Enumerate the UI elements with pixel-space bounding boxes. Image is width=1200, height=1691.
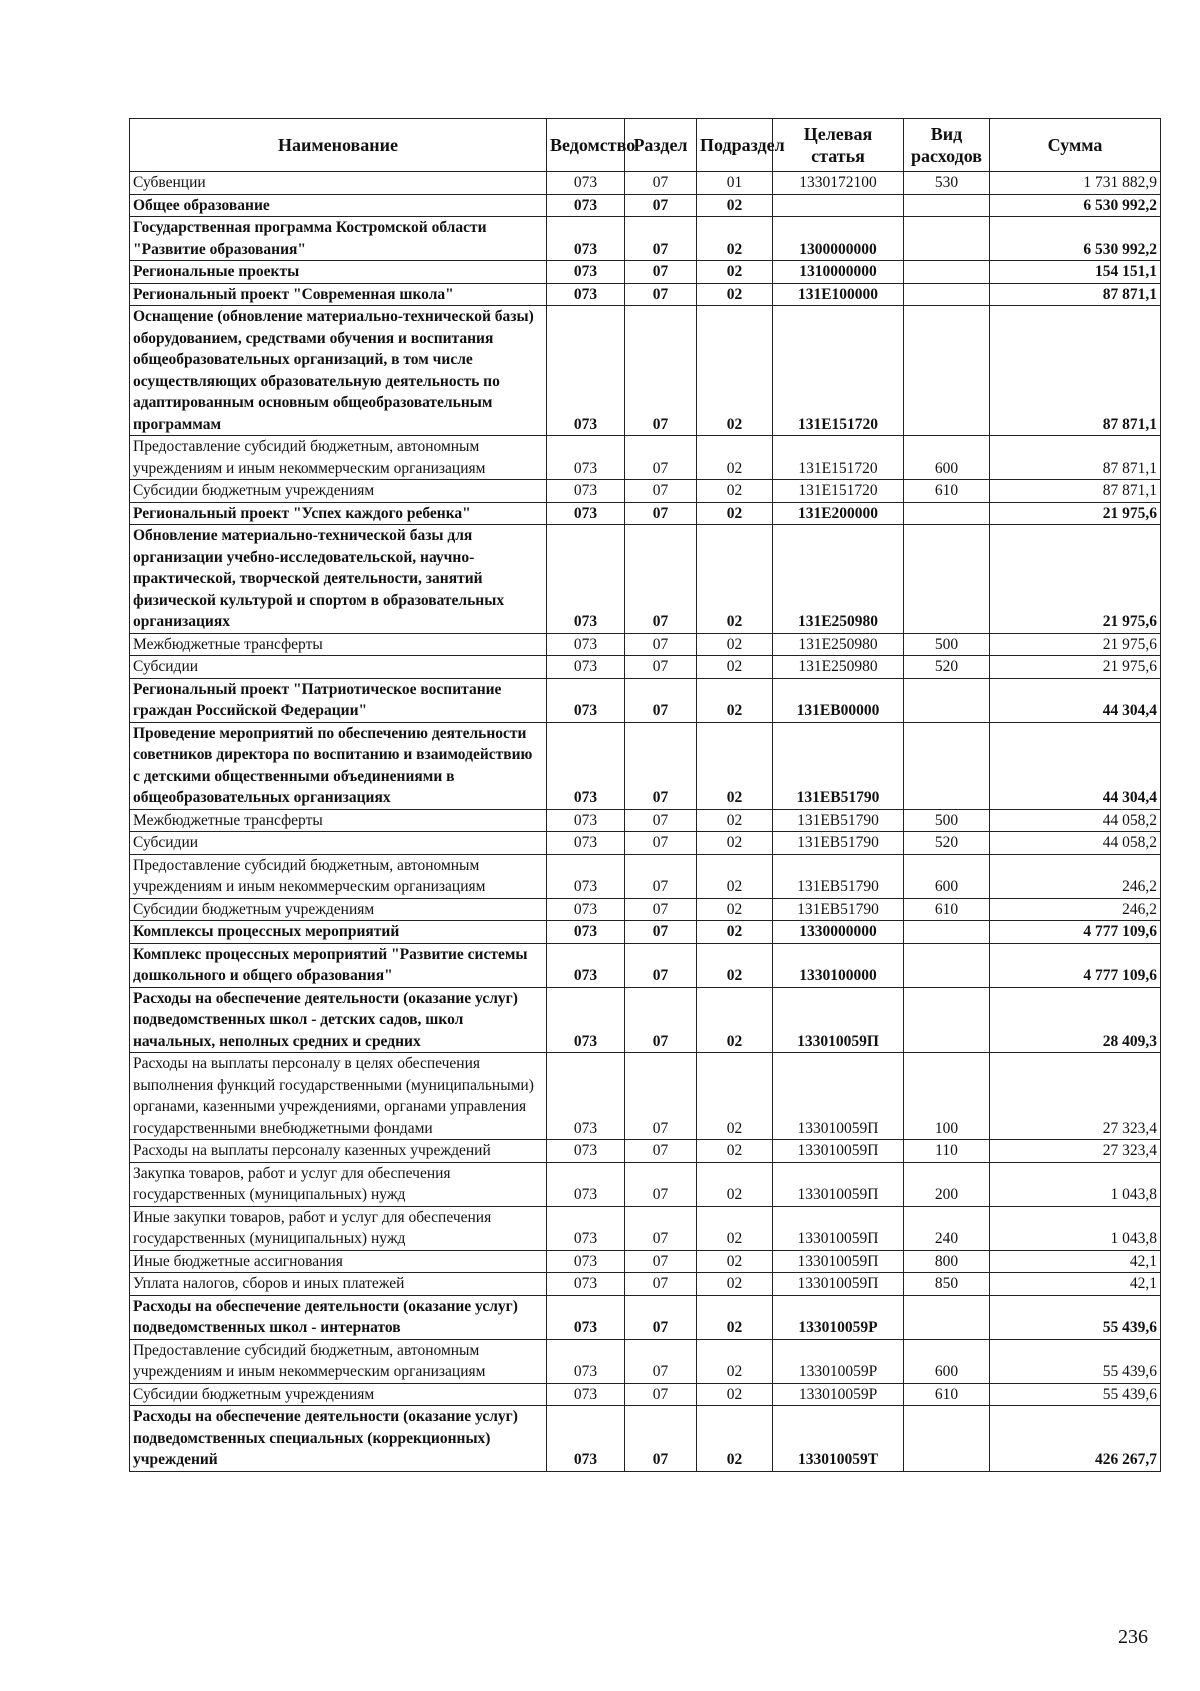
cell-sum: 55 439,6	[990, 1295, 1161, 1339]
cell-target: 131EB51790	[773, 854, 904, 898]
cell-subsection: 01	[697, 172, 773, 195]
cell-name: Государственная программа Костромской области "Развитие образования"	[130, 217, 547, 261]
cell-subsection: 02	[697, 502, 773, 525]
table-row	[130, 1162, 1161, 1206]
cell-ved: 073	[547, 1140, 625, 1163]
cell-section: 07	[625, 525, 697, 634]
cell-ved: 073	[547, 1273, 625, 1296]
cell-target: 1300000000	[773, 217, 904, 261]
cell-target: 133010059П	[773, 1162, 904, 1206]
cell-kind: 800	[904, 1250, 990, 1273]
cell-target: 131E250980	[773, 656, 904, 679]
cell-ved: 073	[547, 502, 625, 525]
cell-name: Межбюджетные трансферты	[130, 633, 547, 656]
cell-kind: 600	[904, 1339, 990, 1383]
cell-ved: 073	[547, 1162, 625, 1206]
cell-subsection: 02	[697, 525, 773, 634]
table-row	[130, 722, 1161, 809]
cell-kind	[904, 217, 990, 261]
cell-section: 07	[625, 306, 697, 436]
cell-subsection: 02	[697, 1406, 773, 1472]
cell-subsection: 02	[697, 722, 773, 809]
cell-ved: 073	[547, 1053, 625, 1140]
header-target: Целевая статья	[773, 119, 904, 172]
cell-section: 07	[625, 1162, 697, 1206]
table-row	[130, 678, 1161, 722]
cell-name: Региональный проект "Современная школа"	[130, 283, 547, 306]
cell-subsection: 02	[697, 436, 773, 480]
cell-section: 07	[625, 809, 697, 832]
page-number: 236	[1118, 1626, 1148, 1648]
table-row	[130, 306, 1161, 436]
cell-kind	[904, 1406, 990, 1472]
cell-kind: 850	[904, 1273, 990, 1296]
cell-section: 07	[625, 283, 697, 306]
cell-target: 131EB51790	[773, 809, 904, 832]
cell-target	[773, 194, 904, 217]
cell-ved: 073	[547, 306, 625, 436]
cell-sum: 28 409,3	[990, 987, 1161, 1053]
table-row	[130, 1295, 1161, 1339]
cell-target: 133010059Р	[773, 1295, 904, 1339]
cell-ved: 073	[547, 943, 625, 987]
cell-sum: 87 871,1	[990, 283, 1161, 306]
cell-section: 07	[625, 1053, 697, 1140]
cell-ved: 073	[547, 921, 625, 944]
cell-section: 07	[625, 943, 697, 987]
cell-sum: 1 731 882,9	[990, 172, 1161, 195]
cell-sum: 87 871,1	[990, 306, 1161, 436]
cell-ved: 073	[547, 854, 625, 898]
table-row	[130, 1206, 1161, 1250]
cell-target: 131EB51790	[773, 722, 904, 809]
table-row	[130, 1383, 1161, 1406]
cell-name: Субсидии бюджетным учреждениям	[130, 898, 547, 921]
cell-ved: 073	[547, 656, 625, 679]
cell-name: Расходы на выплаты персоналу в целях обеспечения выполнения функций государственными (муниципальными) органами, казенными учреждениями, органами управления государственными внебюджетными фондами	[130, 1053, 547, 1140]
cell-target: 133010059П	[773, 1250, 904, 1273]
table-row	[130, 943, 1161, 987]
cell-name: Оснащение (обновление материально-технической базы) оборудованием, средствами обучения и воспитания общеобразовательных организаций, в том числе осуществляющих образовательную деятельность по адаптированным основным общеобразовательным программам	[130, 306, 547, 436]
cell-sum: 4 777 109,6	[990, 921, 1161, 944]
cell-subsection: 02	[697, 809, 773, 832]
cell-kind	[904, 722, 990, 809]
header-ved: Ведомство	[547, 119, 625, 172]
cell-sum: 1 043,8	[990, 1162, 1161, 1206]
cell-kind: 600	[904, 436, 990, 480]
table-row	[130, 436, 1161, 480]
table-row	[130, 898, 1161, 921]
cell-subsection: 02	[697, 854, 773, 898]
cell-subsection: 02	[697, 1339, 773, 1383]
cell-name: Предоставление субсидий бюджетным, автономным учреждениям и иным некоммерческим организациям	[130, 1339, 547, 1383]
table-row	[130, 854, 1161, 898]
cell-sum: 55 439,6	[990, 1383, 1161, 1406]
cell-ved: 073	[547, 172, 625, 195]
cell-name: Проведение мероприятий по обеспечению деятельности советников директора по воспитанию и взаимодействию с детскими общественными объединениями в общеобразовательных организациях	[130, 722, 547, 809]
cell-target: 131EB51790	[773, 898, 904, 921]
cell-target: 133010059П	[773, 1273, 904, 1296]
table-row	[130, 1053, 1161, 1140]
cell-subsection: 02	[697, 987, 773, 1053]
cell-subsection: 02	[697, 1140, 773, 1163]
cell-subsection: 02	[697, 217, 773, 261]
cell-kind	[904, 525, 990, 634]
cell-subsection: 02	[697, 943, 773, 987]
cell-section: 07	[625, 1206, 697, 1250]
cell-kind	[904, 194, 990, 217]
cell-name: Предоставление субсидий бюджетным, автономным учреждениям и иным некоммерческим организациям	[130, 854, 547, 898]
table-row	[130, 1339, 1161, 1383]
cell-name: Региональные проекты	[130, 261, 547, 284]
cell-target: 133010059П	[773, 1140, 904, 1163]
table-row	[130, 987, 1161, 1053]
cell-ved: 073	[547, 217, 625, 261]
cell-subsection: 02	[697, 1273, 773, 1296]
cell-subsection: 02	[697, 480, 773, 503]
cell-sum: 27 323,4	[990, 1140, 1161, 1163]
cell-section: 07	[625, 832, 697, 855]
cell-name: Региональный проект "Патриотическое воспитание граждан Российской Федерации"	[130, 678, 547, 722]
cell-ved: 073	[547, 633, 625, 656]
cell-sum: 6 530 992,2	[990, 194, 1161, 217]
cell-sum: 246,2	[990, 854, 1161, 898]
cell-sum: 87 871,1	[990, 436, 1161, 480]
cell-target: 1330100000	[773, 943, 904, 987]
cell-ved: 073	[547, 1295, 625, 1339]
cell-kind	[904, 1295, 990, 1339]
table-header	[130, 119, 1161, 172]
cell-kind	[904, 921, 990, 944]
cell-kind: 110	[904, 1140, 990, 1163]
cell-name: Субсидии	[130, 832, 547, 855]
cell-section: 07	[625, 898, 697, 921]
cell-section: 07	[625, 194, 697, 217]
cell-ved: 073	[547, 1406, 625, 1472]
header-subsection: Подраздел	[697, 119, 773, 172]
cell-name: Расходы на обеспечение деятельности (оказание услуг) подведомственных школ - интернатов	[130, 1295, 547, 1339]
cell-subsection: 02	[697, 283, 773, 306]
cell-kind: 200	[904, 1162, 990, 1206]
cell-subsection: 02	[697, 832, 773, 855]
cell-name: Комплекс процессных мероприятий "Развитие системы дошкольного и общего образования"	[130, 943, 547, 987]
cell-name: Субвенции	[130, 172, 547, 195]
cell-name: Расходы на обеспечение деятельности (оказание услуг) подведомственных специальных (коррекционных) учреждений	[130, 1406, 547, 1472]
cell-section: 07	[625, 656, 697, 679]
cell-ved: 073	[547, 194, 625, 217]
table-row	[130, 1140, 1161, 1163]
cell-name: Общее образование	[130, 194, 547, 217]
cell-name: Комплексы процессных мероприятий	[130, 921, 547, 944]
cell-kind: 530	[904, 172, 990, 195]
cell-kind	[904, 283, 990, 306]
cell-target: 131E151720	[773, 480, 904, 503]
cell-section: 07	[625, 217, 697, 261]
table-row	[130, 480, 1161, 503]
header-name: Наименование	[130, 119, 547, 172]
cell-name: Субсидии бюджетным учреждениям	[130, 1383, 547, 1406]
cell-target: 133010059Т	[773, 1406, 904, 1472]
cell-ved: 073	[547, 1206, 625, 1250]
table-row	[130, 1406, 1161, 1472]
cell-section: 07	[625, 1250, 697, 1273]
cell-ved: 073	[547, 525, 625, 634]
table-row	[130, 261, 1161, 284]
cell-ved: 073	[547, 987, 625, 1053]
cell-section: 07	[625, 1140, 697, 1163]
cell-sum: 426 267,7	[990, 1406, 1161, 1472]
cell-subsection: 02	[697, 1383, 773, 1406]
cell-name: Закупка товаров, работ и услуг для обеспечения государственных (муниципальных) нужд	[130, 1162, 547, 1206]
cell-subsection: 02	[697, 1206, 773, 1250]
cell-ved: 073	[547, 480, 625, 503]
cell-sum: 21 975,6	[990, 502, 1161, 525]
cell-section: 07	[625, 1339, 697, 1383]
cell-sum: 87 871,1	[990, 480, 1161, 503]
cell-target: 131E100000	[773, 283, 904, 306]
cell-sum: 42,1	[990, 1250, 1161, 1273]
cell-section: 07	[625, 436, 697, 480]
cell-sum: 1 043,8	[990, 1206, 1161, 1250]
cell-target: 133010059Р	[773, 1383, 904, 1406]
cell-target: 131EB51790	[773, 832, 904, 855]
table-row	[130, 1250, 1161, 1273]
cell-sum: 42,1	[990, 1273, 1161, 1296]
cell-subsection: 02	[697, 633, 773, 656]
cell-name: Иные закупки товаров, работ и услуг для обеспечения государственных (муниципальных) нужд	[130, 1206, 547, 1250]
cell-sum: 4 777 109,6	[990, 943, 1161, 987]
header-section: Раздел	[625, 119, 697, 172]
cell-name: Иные бюджетные ассигнования	[130, 1250, 547, 1273]
budget-table	[129, 118, 1161, 1472]
cell-target: 133010059Р	[773, 1339, 904, 1383]
cell-target: 133010059П	[773, 987, 904, 1053]
table-row	[130, 172, 1161, 195]
cell-subsection: 02	[697, 1295, 773, 1339]
cell-subsection: 02	[697, 1162, 773, 1206]
cell-target: 131E250980	[773, 525, 904, 634]
cell-subsection: 02	[697, 194, 773, 217]
cell-name: Расходы на выплаты персоналу казенных учреждений	[130, 1140, 547, 1163]
cell-sum: 6 530 992,2	[990, 217, 1161, 261]
table-row	[130, 502, 1161, 525]
cell-subsection: 02	[697, 678, 773, 722]
cell-kind: 240	[904, 1206, 990, 1250]
cell-sum: 21 975,6	[990, 525, 1161, 634]
cell-kind	[904, 261, 990, 284]
cell-target: 1330172100	[773, 172, 904, 195]
cell-subsection: 02	[697, 898, 773, 921]
cell-name: Предоставление субсидий бюджетным, автономным учреждениям и иным некоммерческим организациям	[130, 436, 547, 480]
cell-ved: 073	[547, 283, 625, 306]
table-row	[130, 525, 1161, 634]
cell-name: Межбюджетные трансферты	[130, 809, 547, 832]
cell-ved: 073	[547, 1339, 625, 1383]
cell-sum: 21 975,6	[990, 633, 1161, 656]
cell-sum: 44 304,4	[990, 722, 1161, 809]
cell-name: Региональный проект "Успех каждого ребенка"	[130, 502, 547, 525]
header-sum: Сумма	[990, 119, 1161, 172]
cell-name: Субсидии бюджетным учреждениям	[130, 480, 547, 503]
cell-sum: 44 058,2	[990, 809, 1161, 832]
cell-kind: 520	[904, 832, 990, 855]
cell-target: 133010059П	[773, 1206, 904, 1250]
cell-kind: 100	[904, 1053, 990, 1140]
cell-target: 131EB00000	[773, 678, 904, 722]
table-row	[130, 633, 1161, 656]
cell-subsection: 02	[697, 1250, 773, 1273]
cell-ved: 073	[547, 809, 625, 832]
cell-name: Обновление материально-технической базы для организации учебно-исследовательской, научно-практической, творческой деятельности, занятий физической культурой и спортом в образовательных организациях	[130, 525, 547, 634]
cell-sum: 21 975,6	[990, 656, 1161, 679]
cell-target: 131E250980	[773, 633, 904, 656]
cell-section: 07	[625, 261, 697, 284]
cell-ved: 073	[547, 261, 625, 284]
cell-kind: 610	[904, 480, 990, 503]
cell-section: 07	[625, 1383, 697, 1406]
cell-name: Субсидии	[130, 656, 547, 679]
cell-subsection: 02	[697, 1053, 773, 1140]
cell-section: 07	[625, 921, 697, 944]
cell-kind: 520	[904, 656, 990, 679]
cell-sum: 27 323,4	[990, 1053, 1161, 1140]
cell-ved: 073	[547, 436, 625, 480]
cell-kind	[904, 943, 990, 987]
cell-sum: 44 304,4	[990, 678, 1161, 722]
cell-section: 07	[625, 1273, 697, 1296]
cell-ved: 073	[547, 832, 625, 855]
table-row	[130, 809, 1161, 832]
cell-kind	[904, 987, 990, 1053]
cell-section: 07	[625, 172, 697, 195]
table-row	[130, 921, 1161, 944]
cell-section: 07	[625, 987, 697, 1053]
cell-kind: 500	[904, 809, 990, 832]
header-kind: Вид расходов	[904, 119, 990, 172]
cell-kind	[904, 502, 990, 525]
cell-target: 131E151720	[773, 436, 904, 480]
cell-name: Расходы на обеспечение деятельности (оказание услуг) подведомственных школ - детских садов, школ начальных, неполных средних и средних	[130, 987, 547, 1053]
cell-kind: 500	[904, 633, 990, 656]
cell-section: 07	[625, 722, 697, 809]
cell-section: 07	[625, 678, 697, 722]
cell-subsection: 02	[697, 921, 773, 944]
cell-sum: 44 058,2	[990, 832, 1161, 855]
cell-section: 07	[625, 633, 697, 656]
table-row	[130, 217, 1161, 261]
cell-subsection: 02	[697, 656, 773, 679]
cell-ved: 073	[547, 1250, 625, 1273]
table-row	[130, 1273, 1161, 1296]
cell-target: 1310000000	[773, 261, 904, 284]
cell-section: 07	[625, 502, 697, 525]
cell-ved: 073	[547, 678, 625, 722]
cell-name: Уплата налогов, сборов и иных платежей	[130, 1273, 547, 1296]
cell-target: 1330000000	[773, 921, 904, 944]
cell-section: 07	[625, 1406, 697, 1472]
cell-sum: 154 151,1	[990, 261, 1161, 284]
cell-target: 131E200000	[773, 502, 904, 525]
table-row	[130, 283, 1161, 306]
table-row	[130, 656, 1161, 679]
cell-ved: 073	[547, 898, 625, 921]
cell-kind: 610	[904, 1383, 990, 1406]
table-body	[130, 172, 1161, 1472]
cell-section: 07	[625, 1295, 697, 1339]
cell-ved: 073	[547, 1383, 625, 1406]
cell-kind	[904, 678, 990, 722]
cell-kind: 610	[904, 898, 990, 921]
table-row	[130, 832, 1161, 855]
cell-sum: 246,2	[990, 898, 1161, 921]
cell-kind	[904, 306, 990, 436]
cell-sum: 55 439,6	[990, 1339, 1161, 1383]
cell-target: 133010059П	[773, 1053, 904, 1140]
table-row	[130, 194, 1161, 217]
cell-kind: 600	[904, 854, 990, 898]
cell-section: 07	[625, 854, 697, 898]
cell-ved: 073	[547, 722, 625, 809]
cell-subsection: 02	[697, 261, 773, 284]
cell-section: 07	[625, 480, 697, 503]
cell-target: 131E151720	[773, 306, 904, 436]
cell-subsection: 02	[697, 306, 773, 436]
